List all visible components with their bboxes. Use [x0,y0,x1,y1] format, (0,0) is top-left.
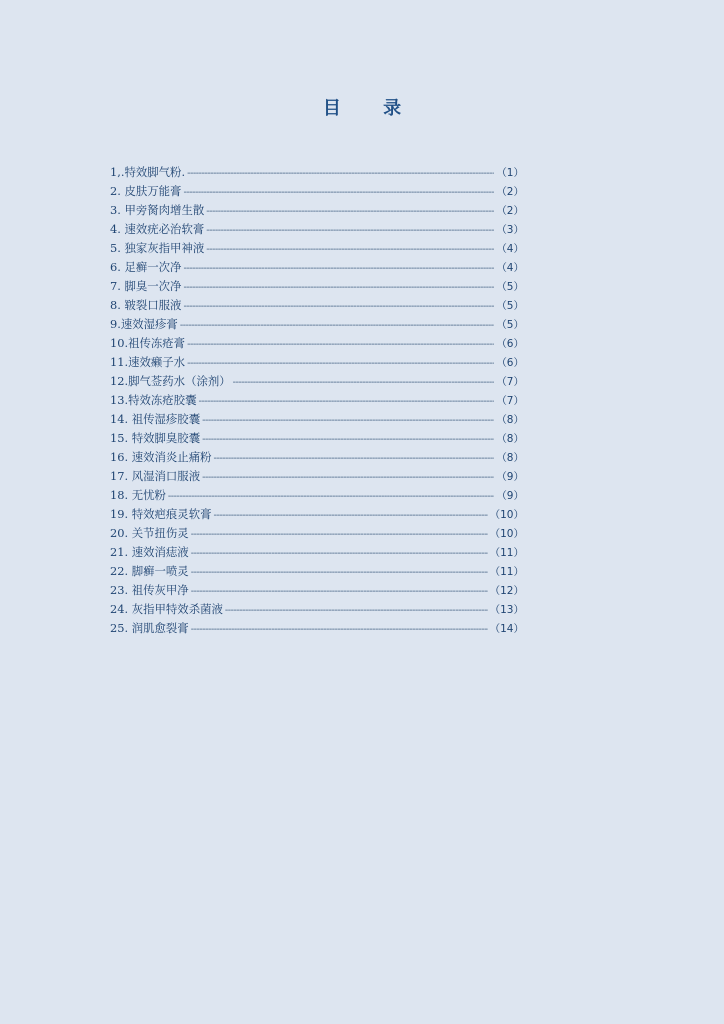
toc-entry[interactable] [110,372,524,391]
toc-entry-label: 20. 关节扭伤灵 [110,526,189,540]
toc-dot-leader [202,430,494,449]
toc-entry-page-number: （5） [496,281,524,293]
toc-entry-page-number: （11） [489,547,524,559]
toc-entry-label: 22. 脚癣一喷灵 [110,564,189,578]
toc-dot-leader [206,202,494,221]
toc-dot-leader [202,468,494,487]
toc-entry[interactable] [110,163,524,182]
toc-dot-leader [206,240,494,259]
toc-entry-page-number: （13） [489,604,524,616]
toc-entry-label: 18. 无忧粉 [110,488,166,502]
toc-entry-label: 2. 皮肤万能膏 [110,184,182,198]
toc-dot-leader [225,601,488,620]
toc-entry-label: 13.特效冻疮胶囊 [110,393,197,407]
toc-entry[interactable] [110,391,524,410]
toc-entry[interactable] [110,467,524,486]
toc-entry[interactable] [110,505,524,524]
toc-entry[interactable] [110,201,524,220]
toc-dot-leader [191,544,488,563]
toc-entry-label: 9.速效湿疹膏 [110,317,178,331]
toc-entry-label: 21. 速效消痣液 [110,545,189,559]
toc-dot-leader [183,297,494,316]
toc-dot-leader [180,316,494,335]
toc-entry-page-number: （7） [496,376,524,388]
toc-dot-leader [187,164,494,183]
toc-dot-leader [183,259,494,278]
toc-entry[interactable] [110,334,524,353]
toc-entry-page-number: （8） [496,452,524,464]
toc-entry-page-number: （10） [489,509,524,521]
toc-dot-leader [191,620,488,639]
toc-entry-label: 23. 祖传灰甲净 [110,583,189,597]
toc-dot-leader [187,354,494,373]
toc-entry-label: 16. 速效消炎止痛粉 [110,450,212,464]
toc-dot-leader [191,582,488,601]
toc-entry[interactable] [110,315,524,334]
toc-dot-leader [191,525,488,544]
toc-dot-leader [233,373,495,392]
toc-entry-label: 5. 独家灰指甲神液 [110,241,205,255]
toc-entry[interactable] [110,429,524,448]
toc-title: 目 录 [322,98,420,119]
toc-entry-label: 14. 祖传湿疹胶囊 [110,412,201,426]
toc-entry-page-number: （8） [496,433,524,445]
toc-entry-label: 7. 脚臭一次净 [110,279,182,293]
toc-dot-leader [213,506,487,525]
toc-dot-leader [191,563,488,582]
toc-entry-page-number: （2） [496,205,524,217]
toc-entry-page-number: （4） [496,243,524,255]
toc-entry[interactable] [110,182,524,201]
toc-entry[interactable] [110,220,524,239]
toc-entry[interactable] [110,562,524,581]
toc-entry-label: 19. 特效疤痕灵软膏 [110,507,212,521]
toc-entry[interactable] [110,410,524,429]
toc-entry-page-number: （8） [496,414,524,426]
toc-entry-label: 1,.特效脚气粉. [110,165,186,179]
toc-entry-page-number: （9） [496,471,524,483]
toc-dot-leader [183,183,494,202]
toc-entry-label: 11.速效癞子水 [110,355,186,369]
toc-entry-label: 17. 风湿消口服液 [110,469,201,483]
toc-entry[interactable] [110,277,524,296]
toc-entry[interactable] [110,296,524,315]
toc-entry-page-number: （3） [496,224,524,236]
toc-entry[interactable] [110,524,524,543]
toc-entry-page-number: （11） [489,566,524,578]
toc-entry[interactable] [110,258,524,277]
toc-entry-page-number: （14） [489,623,524,635]
toc-entry-page-number: （10） [489,528,524,540]
toc-entry[interactable] [110,543,524,562]
toc-entry-page-number: （5） [496,300,524,312]
toc-dot-leader [198,392,494,411]
toc-entry-page-number: （6） [496,357,524,369]
toc-dot-leader [183,278,494,297]
toc-entry[interactable] [110,619,524,638]
toc-dot-leader [202,411,494,430]
toc-entry[interactable] [110,486,524,505]
toc-entry[interactable] [110,600,524,619]
toc-entry[interactable] [110,448,524,467]
toc-entry-page-number: （1） [496,167,524,179]
toc-entry-label: 10.祖传冻疮膏 [110,336,186,350]
toc-dot-leader [206,221,494,240]
toc-entry-label: 8. 皲裂口服液 [110,298,182,312]
toc-entry[interactable] [110,581,524,600]
toc-entry-label: 4. 速效疣必治软膏 [110,222,205,236]
toc-dot-leader [168,487,494,506]
toc-entry-page-number: （5） [496,319,524,331]
toc-entry[interactable] [110,353,524,372]
toc-entry-label: 25. 润肌愈裂膏 [110,621,189,635]
toc-dot-leader [213,449,494,468]
table-of-contents [110,163,524,638]
toc-entry-label: 15. 特效脚臭胶囊 [110,431,201,445]
toc-entry-page-number: （4） [496,262,524,274]
toc-entry-page-number: （6） [496,338,524,350]
toc-entry-label: 3. 甲旁胬肉增生散 [110,203,205,217]
toc-entry-page-number: （2） [496,186,524,198]
toc-entry-label: 6. 足癣一次净 [110,260,182,274]
toc-dot-leader [187,335,494,354]
toc-entry-page-number: （7） [496,395,524,407]
toc-entry-label: 12.脚气莶药水（涂剂） [110,374,231,388]
toc-entry[interactable] [110,239,524,258]
toc-entry-label: 24. 灰指甲特效杀菌液 [110,602,223,616]
toc-entry-page-number: （9） [496,490,524,502]
toc-entry-page-number: （12） [489,585,524,597]
